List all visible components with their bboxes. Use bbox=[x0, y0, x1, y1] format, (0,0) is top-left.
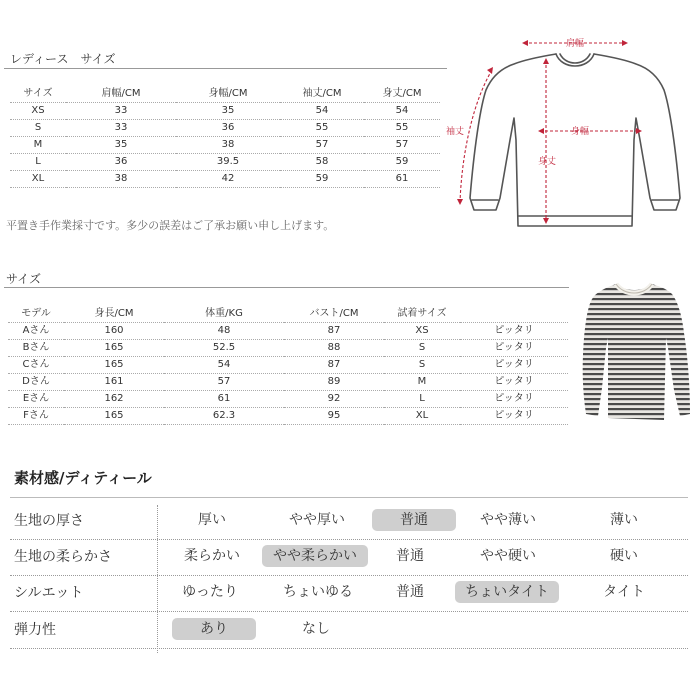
header-cell: 袖丈/CM bbox=[302, 88, 342, 99]
shirt-outline-icon bbox=[470, 54, 680, 226]
table-cell: M bbox=[417, 376, 427, 387]
softness-option-2-selected: やや柔らかい bbox=[262, 545, 368, 567]
table-cell: XL bbox=[415, 410, 429, 421]
table-header-row bbox=[10, 86, 440, 103]
table-row bbox=[10, 154, 440, 171]
table-cell: 62.3 bbox=[212, 410, 236, 421]
measurement-note: 平置き手作業採寸です。多少の誤差はご了承お願い申し上げます。 bbox=[6, 219, 335, 232]
table-cell: Fさん bbox=[23, 410, 49, 421]
material-title-rule bbox=[10, 497, 688, 498]
table-header-row bbox=[8, 306, 568, 323]
row-divider bbox=[10, 611, 688, 612]
silhouette-option-4-selected: ちょいタイト bbox=[455, 581, 559, 603]
thickness-option-1: 厚い bbox=[198, 512, 226, 528]
table-cell: 42 bbox=[221, 173, 235, 184]
softness-option-4: やや硬い bbox=[480, 548, 536, 564]
table-cell: 61 bbox=[395, 173, 409, 184]
table-row bbox=[8, 391, 568, 408]
table-cell: ピッタリ bbox=[494, 410, 534, 421]
table-cell: 36 bbox=[114, 156, 128, 167]
row-divider bbox=[10, 648, 688, 649]
header-cell: サイズ bbox=[23, 88, 53, 99]
table-cell: 95 bbox=[327, 410, 341, 421]
material-title: 素材感/ディティール bbox=[14, 469, 152, 487]
elasticity-option-2: なし bbox=[302, 621, 330, 637]
silhouette-option-2: ちょいゆる bbox=[283, 584, 353, 600]
table-cell: 161 bbox=[104, 376, 124, 387]
elasticity-label: 弾力性 bbox=[14, 622, 56, 638]
table-cell: 61 bbox=[217, 393, 231, 404]
header-cell bbox=[460, 306, 568, 323]
length-label: 身丈 bbox=[537, 157, 557, 167]
table-cell: ピッタリ bbox=[494, 359, 534, 370]
table-row bbox=[8, 357, 568, 374]
material-column-divider bbox=[157, 505, 158, 653]
silhouette-option-3: 普通 bbox=[396, 584, 424, 600]
thickness-option-4: やや薄い bbox=[480, 512, 536, 528]
silhouette-label: シルエット bbox=[14, 585, 84, 601]
table-row bbox=[8, 408, 568, 425]
table-cell: S bbox=[418, 342, 426, 353]
table-cell: 55 bbox=[395, 122, 409, 133]
softness-option-3: 普通 bbox=[396, 548, 424, 564]
width-label: 身幅 bbox=[570, 127, 590, 137]
thickness-option-3-selected: 普通 bbox=[372, 509, 456, 531]
table-cell: 54 bbox=[217, 359, 231, 370]
table-cell: 88 bbox=[327, 342, 341, 353]
measurement-diagram bbox=[444, 30, 694, 235]
table-cell: 35 bbox=[221, 105, 235, 116]
header-cell: 体重/KG bbox=[205, 308, 243, 319]
ladies-size-table bbox=[10, 86, 440, 188]
table-cell: ピッタリ bbox=[494, 325, 534, 336]
table-cell: ピッタリ bbox=[494, 393, 534, 404]
table-cell: 92 bbox=[327, 393, 341, 404]
table-cell: 58 bbox=[315, 156, 329, 167]
table-cell: 165 bbox=[104, 359, 124, 370]
table-cell: XL bbox=[31, 173, 45, 184]
ladies-size-title: レディース サイズ bbox=[10, 52, 116, 66]
table-cell: Eさん bbox=[22, 393, 50, 404]
table-cell: 54 bbox=[315, 105, 329, 116]
shoulder-label: 肩幅 bbox=[565, 39, 585, 49]
table-cell: Dさん bbox=[22, 376, 50, 387]
table-cell: 89 bbox=[327, 376, 341, 387]
table-cell: 54 bbox=[395, 105, 409, 116]
table-cell: 48 bbox=[217, 325, 231, 336]
table-row bbox=[10, 120, 440, 137]
table-cell: L bbox=[35, 156, 41, 167]
ladies-size-title-rule bbox=[4, 68, 447, 69]
table-cell: 55 bbox=[315, 122, 329, 133]
table-cell: 57 bbox=[395, 139, 409, 150]
header-cell: 身幅/CM bbox=[208, 88, 248, 99]
elasticity-option-1-selected: あり bbox=[172, 618, 256, 640]
header-cell: 身長/CM bbox=[94, 308, 134, 319]
table-cell: 165 bbox=[104, 410, 124, 421]
table-row bbox=[8, 323, 568, 340]
table-row bbox=[8, 374, 568, 391]
table-cell: XS bbox=[31, 105, 45, 116]
header-cell: バスト/CM bbox=[309, 308, 359, 319]
table-cell: 59 bbox=[315, 173, 329, 184]
table-cell: 39.5 bbox=[216, 156, 240, 167]
softness-option-5: 硬い bbox=[610, 548, 638, 564]
table-cell: Bさん bbox=[22, 342, 50, 353]
table-cell: L bbox=[419, 393, 425, 404]
table-cell: 38 bbox=[221, 139, 235, 150]
table-cell: 52.5 bbox=[212, 342, 236, 353]
header-cell: 身丈/CM bbox=[382, 88, 422, 99]
table-cell: ピッタリ bbox=[494, 342, 534, 353]
table-cell: 165 bbox=[104, 342, 124, 353]
softness-option-1: 柔らかい bbox=[184, 548, 240, 564]
product-photo bbox=[578, 278, 694, 426]
silhouette-option-1: ゆったり bbox=[182, 584, 238, 600]
header-cell: 試着サイズ bbox=[397, 308, 447, 319]
table-cell: 57 bbox=[315, 139, 329, 150]
table-cell: 57 bbox=[217, 376, 231, 387]
softness-label: 生地の柔らかさ bbox=[14, 549, 112, 565]
row-divider bbox=[10, 539, 688, 540]
table-cell: 38 bbox=[114, 173, 128, 184]
table-cell: 162 bbox=[104, 393, 124, 404]
table-row bbox=[10, 103, 440, 120]
header-cell: モデル bbox=[21, 308, 51, 319]
table-cell: Aさん bbox=[22, 325, 50, 336]
table-cell: 35 bbox=[114, 139, 128, 150]
model-size-table bbox=[8, 306, 568, 425]
table-cell: 160 bbox=[104, 325, 124, 336]
table-row bbox=[10, 137, 440, 154]
table-row bbox=[10, 171, 440, 188]
model-size-title-rule bbox=[4, 287, 569, 288]
thickness-option-5: 薄い bbox=[610, 512, 638, 528]
table-cell: Cさん bbox=[22, 359, 50, 370]
table-row bbox=[8, 340, 568, 357]
sleeve-label: 袖丈 bbox=[446, 127, 465, 137]
silhouette-option-5: タイト bbox=[603, 584, 645, 600]
row-divider bbox=[10, 575, 688, 576]
model-size-title: サイズ bbox=[6, 272, 42, 286]
table-cell: 87 bbox=[327, 325, 341, 336]
table-cell: 59 bbox=[395, 156, 409, 167]
table-cell: S bbox=[418, 359, 426, 370]
header-cell: 肩幅/CM bbox=[101, 88, 141, 99]
table-cell: S bbox=[34, 122, 42, 133]
thickness-label: 生地の厚さ bbox=[14, 513, 84, 529]
table-cell: 87 bbox=[327, 359, 341, 370]
table-cell: 33 bbox=[114, 122, 128, 133]
thickness-option-2: やや厚い bbox=[289, 512, 345, 528]
table-cell: 33 bbox=[114, 105, 128, 116]
table-cell: 36 bbox=[221, 122, 235, 133]
table-cell: M bbox=[33, 139, 43, 150]
table-cell: ピッタリ bbox=[494, 376, 534, 387]
table-cell: XS bbox=[415, 325, 429, 336]
